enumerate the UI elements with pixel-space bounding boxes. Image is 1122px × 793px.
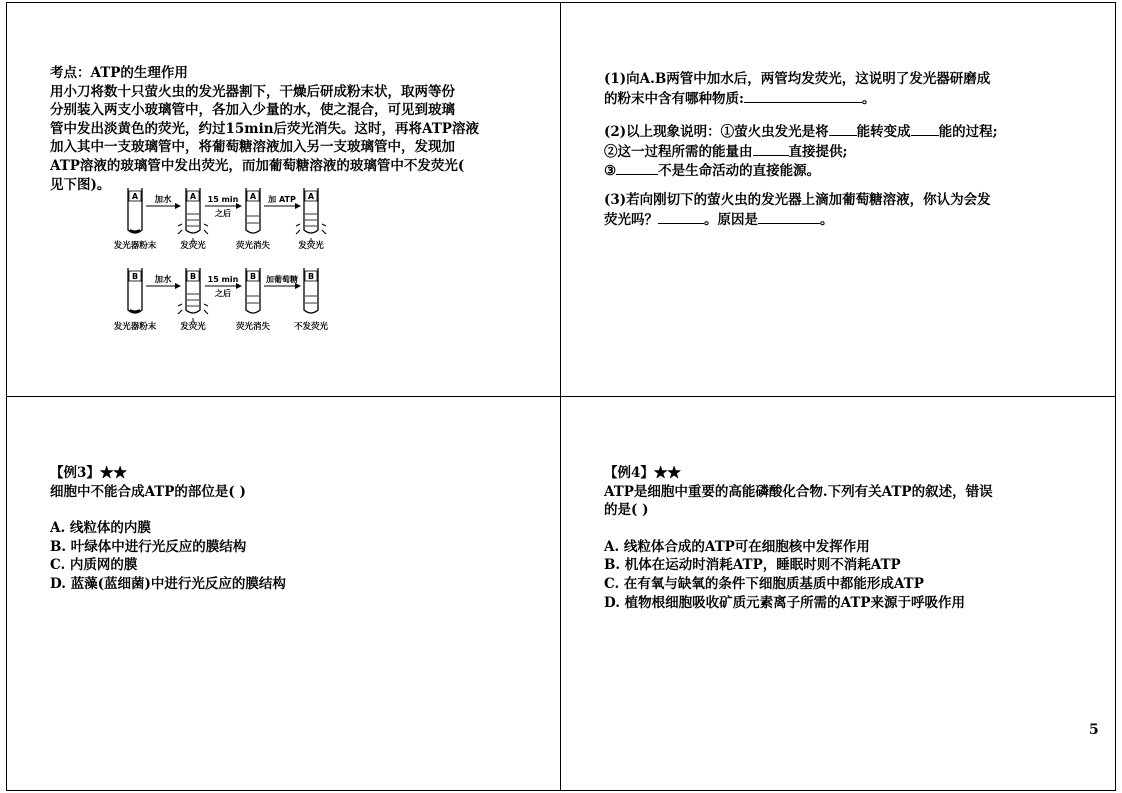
caption: 不发荧光: [293, 322, 329, 332]
q1-line: 见下图)。: [50, 176, 111, 193]
example4-block: [604, 464, 993, 612]
example3-label: 【例3】★★: [50, 465, 127, 481]
tube-b-powder: [128, 268, 142, 313]
option: A. 线粒体的内膜: [50, 520, 151, 537]
tube-a-powder: [128, 188, 142, 233]
svg-text:A: A: [307, 192, 315, 201]
tube-b-label: B: [131, 272, 139, 281]
example4-question-line1: ATP是细胞中重要的高能磷酸化合物.下列有关ATP的叙述，错误: [604, 483, 993, 500]
option: C. 内质网的膜: [50, 557, 138, 574]
caption: 发光器粉末: [113, 241, 157, 251]
caption: 发荧光: [180, 241, 206, 251]
option: B. 叶绿体中进行光反应的膜结构: [50, 538, 247, 555]
after-label: 之后: [215, 209, 231, 218]
experiment-diagram: [108, 186, 348, 336]
q1-line: 管中发出淡黄色的荧光，约过15min后荧光消失。这时，再将ATP溶液: [50, 120, 479, 137]
q1-text-block: [50, 64, 479, 194]
tube-b-glow: [178, 268, 208, 322]
svg-text:15 min: 15 min: [207, 275, 239, 284]
answer-blank[interactable]: [616, 161, 658, 175]
caption: 发荧光: [298, 241, 324, 251]
example4-question-line2: 的是( ): [604, 502, 649, 519]
tube-a-atp: [296, 188, 326, 242]
q1-line: 加入其中一支玻璃管中，将葡萄糖溶液加入另一支玻璃管中，发现加: [50, 139, 455, 156]
option: D. 蓝藻(蓝细菌)中进行光反应的膜结构: [50, 575, 286, 592]
example4-label: 【例4】★★: [604, 465, 681, 481]
example3-block: [50, 464, 286, 594]
horizontal-divider: [6, 396, 1116, 397]
answer-blank[interactable]: [758, 210, 820, 224]
example3-question: 细胞中不能合成ATP的部位是( ): [50, 483, 246, 500]
svg-text:B: B: [307, 272, 315, 281]
option: C. 在有氧与缺氧的条件下细胞质基质中都能形成ATP: [604, 575, 924, 592]
tube-a-faded: [246, 188, 260, 233]
time-label: 15 min: [207, 195, 239, 204]
add-water-label: 加水: [154, 195, 172, 205]
svg-text:B: B: [249, 272, 257, 281]
answer-blank[interactable]: [658, 210, 704, 224]
part3-line1: (3)若向刚切下的萤火虫的发光器上滴加葡萄糖溶液，你认为会发: [604, 191, 991, 208]
tube-a-glow: [178, 188, 208, 242]
caption: 发光器粉末: [113, 322, 157, 332]
answer-blank[interactable]: [829, 122, 857, 136]
q1-line: 分别装入两支小玻璃管中，各加入少量的水，使之混合，可见到玻璃: [50, 102, 455, 119]
tube-b-faded: [246, 268, 260, 313]
part2-line1: (2)以上现象说明：①萤火虫发光是将 能转变成 能的过程;: [604, 124, 998, 141]
answer-blank[interactable]: [744, 89, 862, 103]
q1-line: 用小刀将数十只萤火虫的发光器割下，干燥后研成粉末状，取两等份: [50, 83, 455, 100]
page-number: 5: [1089, 722, 1099, 738]
q1-parts-block: [604, 70, 998, 229]
caption: 荧光消失: [235, 241, 271, 251]
part1-line2: 的粉末中含有哪种物质: 。: [604, 90, 876, 107]
svg-text:加水: 加水: [154, 275, 172, 285]
answer-blank[interactable]: [753, 142, 789, 156]
svg-text:B: B: [189, 272, 197, 281]
option: B. 机体在运动时消耗ATP，睡眠时则不消耗ATP: [604, 557, 901, 574]
tube-a-label: A: [131, 192, 139, 201]
svg-text:A: A: [189, 192, 197, 201]
part3-line2: 荧光吗？ 。原因是 。: [604, 211, 834, 228]
part2-line2: ②这一过程所需的能量由 直接提供;: [604, 143, 848, 160]
q1-title: 考点：ATP的生理作用: [50, 65, 188, 81]
part1-line1: (1)向A.B两管中加水后，两管均发荧光，这说明了发光器研磨成: [604, 71, 991, 87]
caption: 发荧光: [180, 322, 206, 332]
add-atp-label: 加 ATP: [268, 195, 296, 204]
svg-text:A: A: [249, 192, 257, 201]
q1-line: ATP溶液的玻璃管中发出荧光，而加葡萄糖溶液的玻璃管中不发荧光(: [50, 157, 465, 174]
part2-line3: ③ 不是生命活动的直接能源。: [604, 163, 821, 180]
experiment-figure: [108, 186, 348, 340]
add-glucose-label: 加葡萄糖: [266, 275, 298, 284]
answer-blank[interactable]: [911, 122, 939, 136]
tube-b-glucose: [304, 268, 318, 313]
svg-text:之后: 之后: [215, 289, 231, 298]
option: D. 植物根细胞吸收矿质元素离子所需的ATP来源于呼吸作用: [604, 594, 966, 611]
caption: 荧光消失: [235, 322, 271, 332]
option: A. 线粒体合成的ATP可在细胞核中发挥作用: [604, 538, 870, 555]
